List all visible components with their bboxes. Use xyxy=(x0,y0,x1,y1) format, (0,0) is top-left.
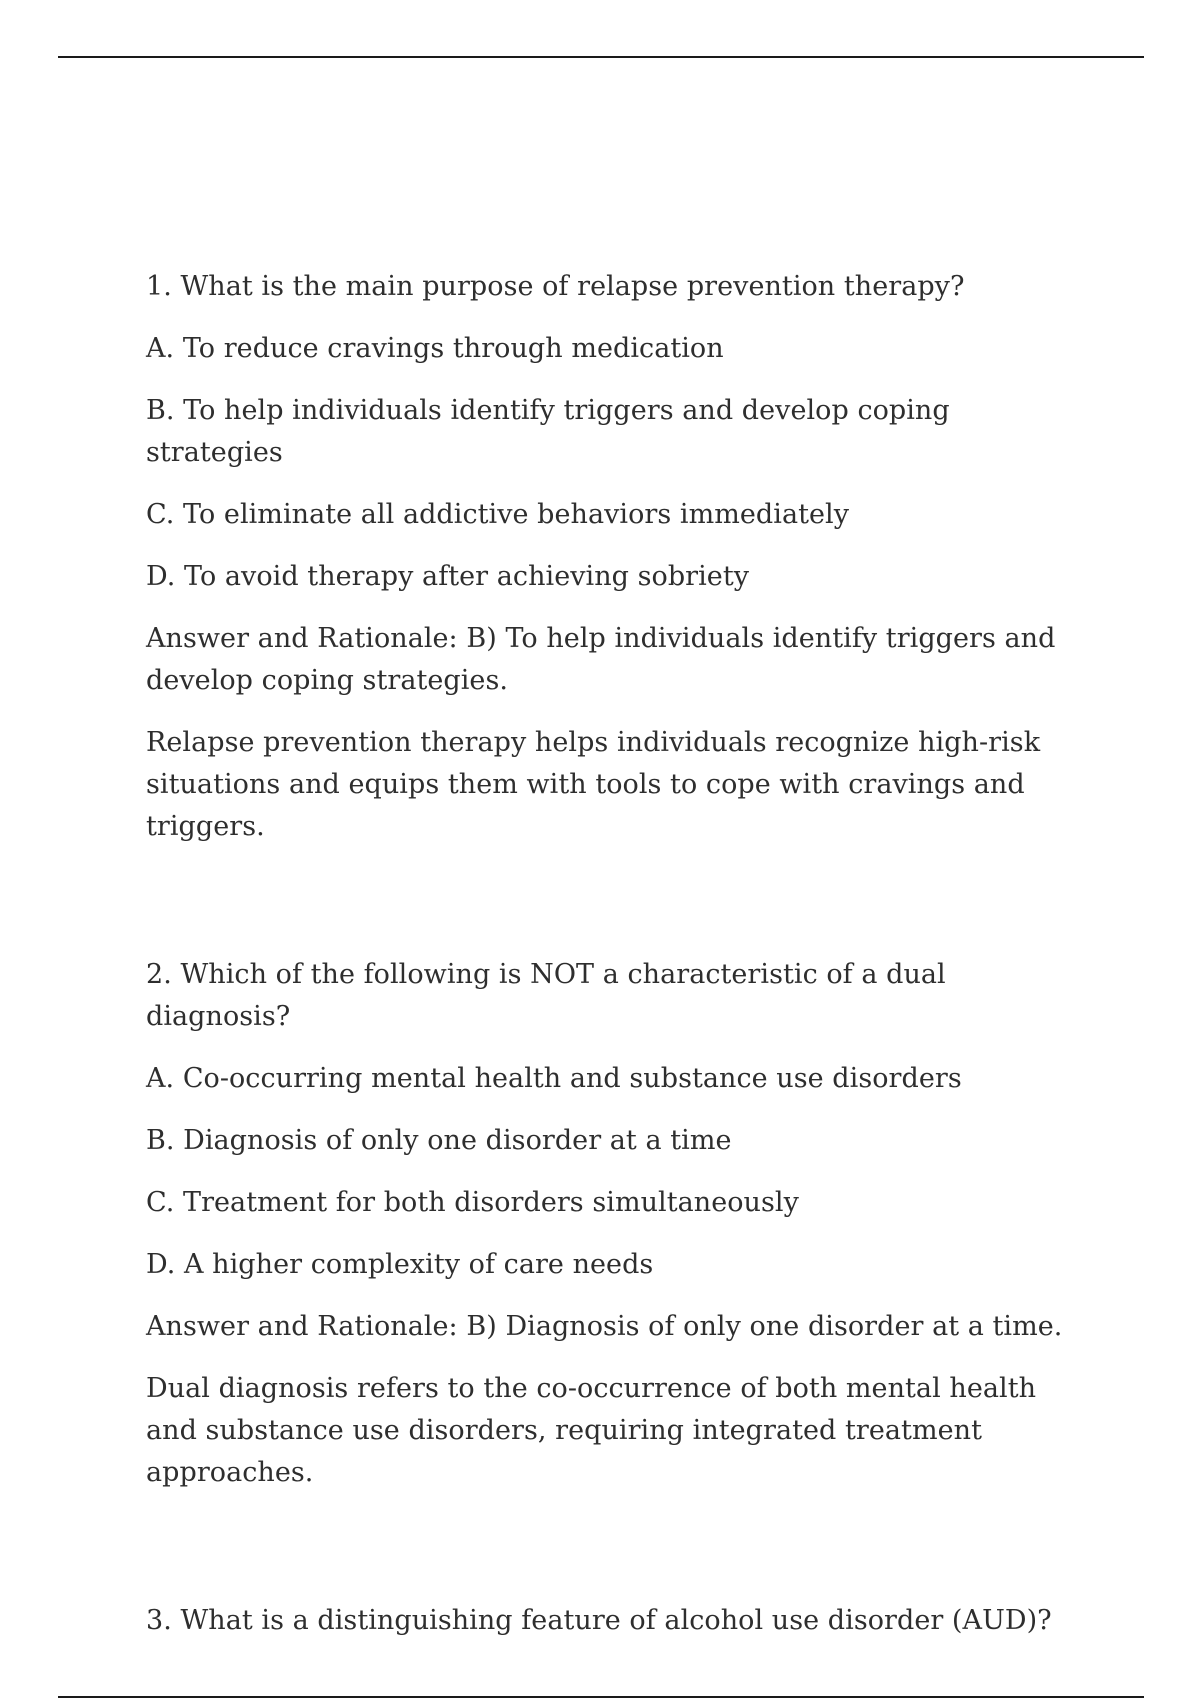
spacer xyxy=(146,868,1086,954)
option-d: D. To avoid therapy after achieving sobriety xyxy=(146,561,750,592)
question-block-3 xyxy=(146,1600,1086,1642)
question-block-1 xyxy=(146,266,1086,848)
option-b: B. Diagnosis of only one disorder at a time xyxy=(146,1125,732,1156)
rationale-text: Relapse prevention therapy helps individuals recognize high-risk situations and equips them with tools to cope with cravings and triggers. xyxy=(146,727,1041,842)
option-d: D. A higher complexity of care needs xyxy=(146,1249,654,1280)
question-text: 3. What is a distinguishing feature of alcohol use disorder (AUD)? xyxy=(146,1605,1052,1636)
answer-text: Answer and Rationale: B) Diagnosis of only one disorder at a time. xyxy=(146,1311,1063,1342)
answer-text: Answer and Rationale: B) To help individuals identify triggers and develop coping strategies. xyxy=(146,623,1056,696)
option-c: C. Treatment for both disorders simultaneously xyxy=(146,1187,799,1218)
top-rule xyxy=(58,56,1144,58)
question-text: 1. What is the main purpose of relapse prevention therapy? xyxy=(146,271,965,302)
option-a: A. To reduce cravings through medication xyxy=(146,333,724,364)
bottom-rule xyxy=(58,1696,1144,1698)
rationale-text: Dual diagnosis refers to the co-occurrence of both mental health and substance use disorders, requiring integrated treatment approaches. xyxy=(146,1373,1037,1488)
option-b: B. To help individuals identify triggers and develop coping strategies xyxy=(146,395,950,468)
spacer xyxy=(146,1514,1086,1600)
question-text: 2. Which of the following is NOT a characteristic of a dual diagnosis? xyxy=(146,959,946,1032)
document-body xyxy=(146,266,1086,1662)
option-a: A. Co-occurring mental health and substance use disorders xyxy=(146,1063,962,1094)
option-c: C. To eliminate all addictive behaviors immediately xyxy=(146,499,850,530)
question-block-2 xyxy=(146,954,1086,1494)
